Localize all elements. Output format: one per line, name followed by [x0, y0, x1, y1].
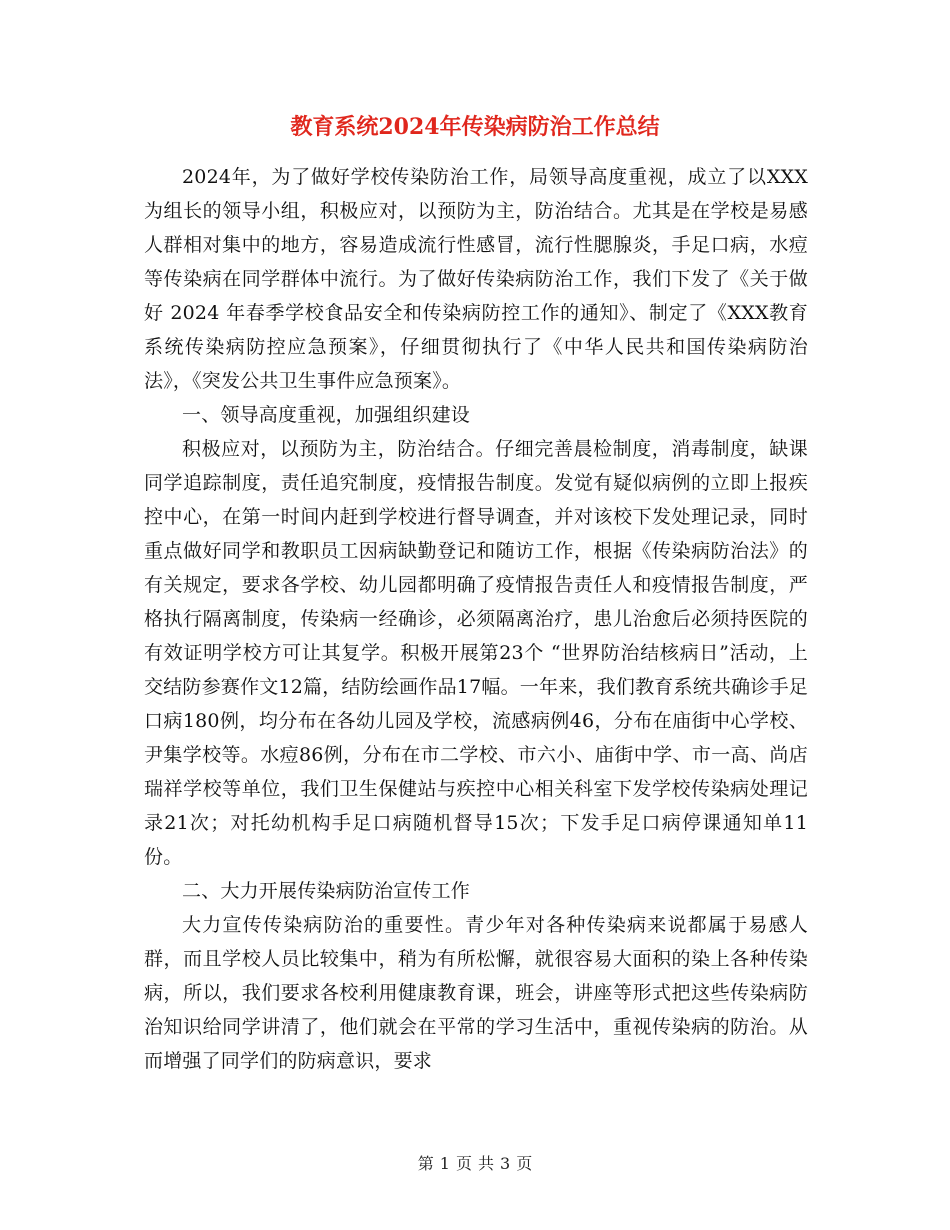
- footer-prefix: 第: [417, 1154, 434, 1173]
- document-title: 教育系统2024年传染病防治工作总结: [290, 114, 660, 140]
- footer-page-word: 页: [455, 1154, 472, 1173]
- page-footer: [0, 1152, 950, 1176]
- footer-suffix: 页: [516, 1154, 533, 1173]
- footer-current-page: 1: [439, 1154, 450, 1173]
- paragraph-section-1: 积极应对，以预防为主，防治结合。仔细完善晨检制度，消毒制度，缺课同学追踪制度，责任追究制度，疫情报告制度。发觉有疑似病例的立即上报疾控中心，在第一时间内赶到学校进行督导调查，并对该校下发处理记录，同时重点做好同学和教职员工因病缺勤登记和随访工作，根据《传染病防治法》的有关规定，要求各学校、幼儿园都明确了疫情报告责任人和疫情报告制度，严格执行隔离制度，传染病一经确诊，必须隔离治疗，患儿治愈后必须持医院的有效证明学校方可让其复学。积极开展第23个 “世界防治结核病日”活动，上交结防参赛作文12篇，结防绘画作品17幅。一年来，我们教育系统共确诊手足口病180例，均分布在各幼儿园及学校，流感病例46，分布在庙街中心学校、尹集学校等。水痘86例，分布在市二学校、市六小、庙街中学、市一高、尚店瑞祥学校等单位，我们卫生保健站与疾控中心相关科室下发学校传染病处理记录21次；对托幼机构手足口病随机督导15次；下发手足口病停课通知单11份。: [144, 438, 808, 868]
- document-body: [144, 160, 808, 1078]
- footer-total-prefix: 共: [478, 1154, 495, 1173]
- paragraph-section-2: 大力宣传传染病防治的重要性。青少年对各种传染病来说都属于易感人群，而且学校人员比较集中，稍为有所松懈，就很容易大面积的染上各种传染病，所以，我们要求各校利用健康教育课，班会，讲座等形式把这些传染病防治知识给同学讲清了，他们就会在平常的学习生活中，重视传染病的防治。从而增强了同学们的防病意识，要求: [144, 914, 808, 1072]
- section-heading-2: 二、大力开展传染病防治宣传工作: [182, 880, 471, 902]
- section-heading-1: 一、领导高度重视，加强组织建设: [182, 404, 471, 426]
- paragraph-intro: 2024年，为了做好学校传染防治工作，局领导高度重视，成立了以XXX为组长的领导小组，积极应对，以预防为主，防治结合。尤其是在学校是易感人群相对集中的地方，容易造成流行性感冒，流行性腮腺炎，手足口病，水痘等传染病在同学群体中流行。为了做好传染病防治工作，我们下发了《关于做好 2024 年春季学校食品安全和传染病防控工作的通知》、制定了《XXX教育系统传染病防控应急预案》，仔细贯彻执行了《中华人民共和国传染病防治法》，《突发公共卫生事件应急预案》。: [144, 166, 808, 392]
- footer-total-pages: 3: [500, 1154, 511, 1173]
